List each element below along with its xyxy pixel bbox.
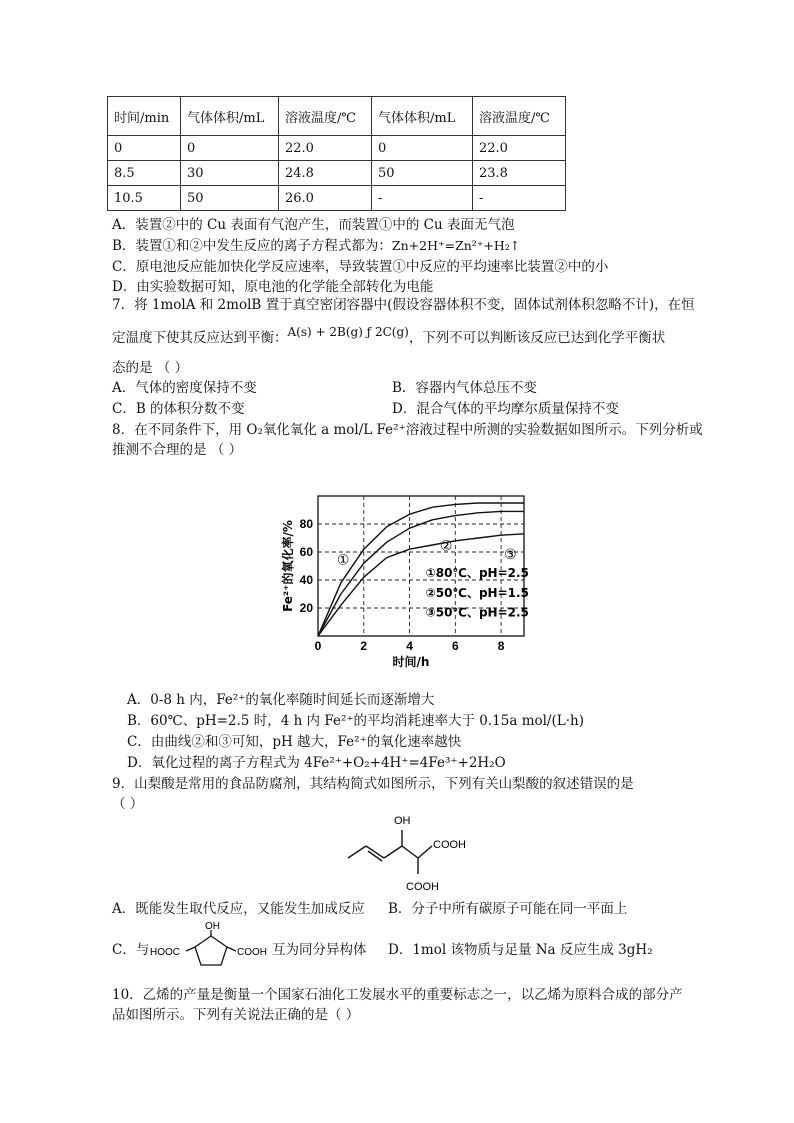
series-marker-label: ② <box>439 538 453 555</box>
x-tick-label: 8 <box>497 639 505 653</box>
y-tick-label: 60 <box>299 545 313 559</box>
q7-stem-line3: 态的是 （ ） <box>112 360 189 376</box>
table-cell: - <box>372 186 473 211</box>
structure-cooh-label: COOH <box>406 881 439 893</box>
q9-option-c-prefix: C．与 <box>112 942 150 958</box>
table-cell: 30 <box>181 161 279 186</box>
legend-entry: ①80℃、pH=2.5 <box>425 566 529 581</box>
q6-option-b-text: B．装置①和②中发生反应的离子方程式都为： <box>112 238 392 254</box>
table-header-cell: 时间/min <box>108 97 181 136</box>
q6-option-b <box>112 234 520 254</box>
q8-stem-line1: 8．在不同条件下，用 O₂氧化氧化 a mol/L Fe²⁺溶液过程中所测的实验数据如图所示。下列分析或 <box>112 422 703 438</box>
q6-option-b-equation: Zn+2H⁺=Zn²⁺+H₂↑ <box>391 238 521 253</box>
structure-formula <box>340 808 480 898</box>
x-tick-label: 2 <box>360 639 368 653</box>
table-header-cell: 溶液温度/℃ <box>473 97 566 136</box>
table-cell: 0 <box>372 136 473 161</box>
q7-stem-text-end: ，下列不可以判断该反应已达到化学平衡状 <box>408 330 666 346</box>
table-cell: 50 <box>181 186 279 211</box>
table-header-cell: 气体体积/mL <box>372 97 473 136</box>
table-cell: - <box>473 186 566 211</box>
y-axis-label: Fe²⁺的氧化率/% <box>281 520 295 612</box>
q8-stem-line2: 推测不合理的是 （ ） <box>112 442 243 458</box>
oxidation-rate-chart <box>278 488 540 673</box>
y-tick-label: 40 <box>299 573 313 587</box>
q6-option-c: C．原电池反应能加快化学反应速率，导致装置①中反应的平均速率比装置②中的小 <box>112 259 609 275</box>
q6-option-a: A．装置②中的 Cu 表面有气泡产生，而装置①中的 Cu 表面无气泡 <box>112 217 515 233</box>
table-cell: 22.0 <box>279 136 372 161</box>
table-row <box>108 136 566 161</box>
table-header-cell: 气体体积/mL <box>181 97 279 136</box>
table-cell: 23.8 <box>473 161 566 186</box>
q7-stem-line2 <box>112 326 665 346</box>
table-row <box>108 186 566 211</box>
table-cell: 24.8 <box>279 161 372 186</box>
q7-equation: A(s) + 2B(g) ƒ 2C(g) <box>287 325 409 339</box>
table-row <box>108 161 566 186</box>
q9-option-a: A．既能发生取代反应，又能发生加成反应 <box>112 901 365 917</box>
table-cell: 22.0 <box>473 136 566 161</box>
q7-option-b: B．容器内气体总压不变 <box>392 380 537 396</box>
q9-option-c-suffix: 互为同分异构体 <box>272 942 367 958</box>
x-tick-label: 4 <box>406 639 413 653</box>
q8-option-d: D．氧化过程的离子方程式为 4Fe²⁺+O₂+4H⁺=4Fe³⁺+2H₂O <box>127 755 506 771</box>
q9-stem-line1: 9．山梨酸是常用的食品防腐剂，其结构简式如图所示，下列有关山梨酸的叙述错误的是 <box>112 776 634 792</box>
table-cell: 8.5 <box>108 161 181 186</box>
q8-option-a: A．0-8 h 内，Fe²⁺的氧化率随时间延长而逐渐增大 <box>127 692 435 708</box>
y-tick-label: 80 <box>299 517 313 531</box>
q6-option-d: D．由实验数据可知，原电池的化学能全部转化为电能 <box>112 279 434 295</box>
series-marker-label: ① <box>336 552 350 569</box>
table-header-row <box>108 97 566 136</box>
x-tick-label: 6 <box>451 639 459 653</box>
structure-cooh-label: COOH <box>433 839 466 851</box>
x-tick-label: 0 <box>314 639 322 653</box>
q10-stem-line2: 品如图所示。下列有关说法正确的是（ ） <box>112 1007 360 1023</box>
q7-option-a: A．气体的密度保持不变 <box>112 380 257 396</box>
q8-option-b: B．60℃、pH=2.5 时，4 h 内 Fe²⁺的平均消耗速率大于 0.15a mol/(L·h) <box>127 713 584 729</box>
ring-hooc-label: HOOC <box>150 947 180 958</box>
cyclopentane-structure <box>148 920 274 972</box>
table-cell: 0 <box>181 136 279 161</box>
q7-stem-line1: 7．将 1molA 和 2molB 置于真空密闭容器中(假设容器体积不变，固体试剂体积忽略不计)，在恒 <box>112 297 695 313</box>
q7-option-d: D．混合气体的平均摩尔质量保持不变 <box>392 401 619 417</box>
q9-option-d: D．1mol 该物质与足量 Na 反应生成 3gH₂ <box>388 942 653 958</box>
legend-entry: ②50℃、pH=1.5 <box>425 585 529 600</box>
q8-option-c: C．由曲线②和③可知，pH 越大，Fe²⁺的氧化速率越快 <box>127 734 462 750</box>
table-header-cell: 溶液温度/℃ <box>279 97 372 136</box>
table-cell: 0 <box>108 136 181 161</box>
q10-stem-line1: 10．乙烯的产量是衡量一个国家石油化工发展水平的重要标志之一，以乙烯为原料合成的部分产 <box>112 987 683 1003</box>
ring-cooh-label: COOH <box>237 947 267 958</box>
y-tick-label: 20 <box>299 601 313 615</box>
structure-oh-label: OH <box>394 815 411 827</box>
table-cell: 26.0 <box>279 186 372 211</box>
q7-option-c: C．B 的体积分数不变 <box>112 401 245 417</box>
q7-stem-text: 定温度下使其反应达到平衡： <box>112 330 288 346</box>
q9-stem-line2: （ ） <box>112 796 144 812</box>
series-marker-label: ③ <box>503 547 517 563</box>
q9-option-b: B．分子中所有碳原子可能在同一平面上 <box>388 901 628 917</box>
ring-oh-label: OH <box>205 921 220 932</box>
table-cell: 10.5 <box>108 186 181 211</box>
legend-entry: ③50℃、pH=2.5 <box>425 605 529 620</box>
experiment-table <box>107 96 566 211</box>
table-cell: 50 <box>372 161 473 186</box>
x-axis-label: 时间/h <box>392 655 430 669</box>
